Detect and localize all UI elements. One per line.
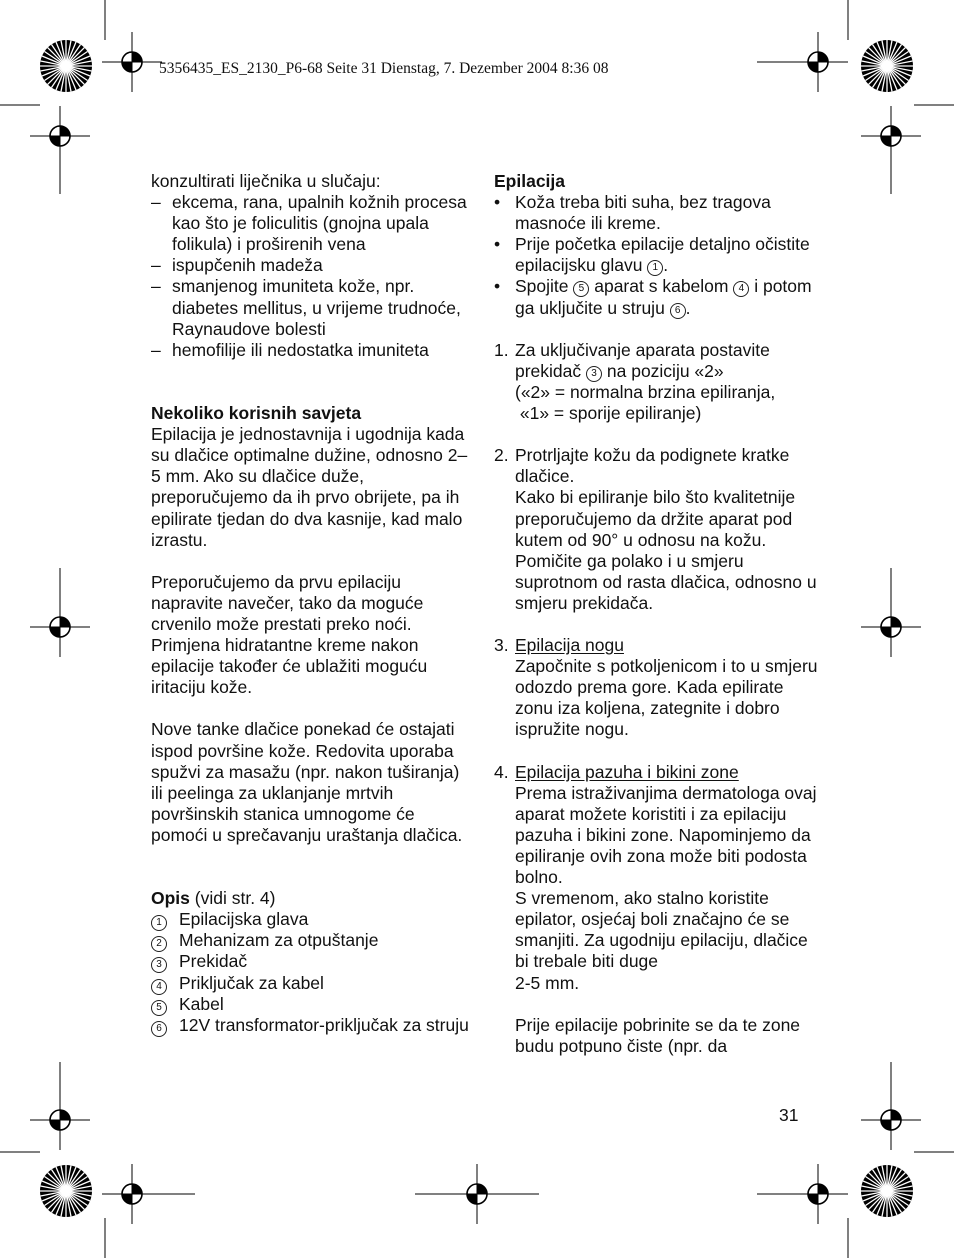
registration-mark-icon [861,106,921,166]
registration-mark-icon [447,1164,507,1224]
page-number: 31 [779,1105,799,1125]
bullet-item: • Prije početka epilacije detaljno očistite epilacijsku glavu 1 . [494,234,824,276]
condition-item: – smanjenog imuniteta kože, npr. diabetes mellitus, u vrijeme trudnoće, Raynaudove bolesti [151,276,471,339]
part-number-badge: 6 [151,1021,167,1037]
bullet-item: • Spojite 5 aparat s kabelom 4 i potom ga uključite u struju 6 . [494,276,824,318]
tips-paragraph: Nove tanke dlačice ponekad će ostajati ispod površine kože. Redovita uporaba spužvi za masažu (npr. nakon tuširanja) ili peelinga za uklanjanje mrtvih površinskih stanica umnogome će pomoći u sprečavanju uraštanja dlačica. [151,719,463,845]
part-number-badge: 2 [151,936,167,952]
part-number-badge: 6 [670,303,686,319]
part-item [151,1015,471,1036]
part-label: Mehanizam za otpuštanje [179,930,379,951]
step-item: 3. Epilacija nogu Započnite s potkoljenicom i to u smjeru odozdo prema gore. Kada epilirate zonu iza koljena, zategnite i dobro ispružite nogu. [494,635,824,740]
registration-mark-icon [861,597,921,657]
condition-item: – ekcema, rana, upalnih kožnih procesa kao što je foliculitis (gnojna upala folikula) i proširenih vena [151,192,471,255]
part-item [151,909,471,930]
step-number: 3. [494,635,509,656]
step-title: Epilacija nogu [515,635,624,656]
part-item [151,930,471,951]
part-label: Priključak za kabel [179,972,324,993]
registration-mark-icon [861,1090,921,1150]
condition-item: – ispupčenih madeža [151,255,471,276]
part-label: Kabel [179,993,224,1014]
part-number-badge: 1 [647,260,663,276]
part-number-badge: 3 [586,366,602,382]
step-number: 2. [494,445,509,466]
step-number: 1. [494,339,509,360]
registration-mark-icon [788,32,848,92]
part-number-badge: 1 [151,915,167,931]
registration-mark-icon [788,1164,848,1224]
registration-mark-icon [30,106,90,166]
intro-text: konzultirati liječnika u slučaju: [151,171,381,191]
star-target-icon [40,40,92,92]
registration-mark-icon [102,32,162,92]
part-item [151,951,471,972]
tips-paragraph: Preporučujemo da prvu epilaciju napravite navečer, tako da moguće crvenilo može prestati preko noći. Primjena hidratantne kreme nakon epilacije također će ublažiti moguću iritaciju kože. [151,571,428,698]
bullet-item: • Koža treba biti suha, bez tragova masnoće ili kreme. [494,192,824,234]
part-number-badge: 5 [151,1000,167,1016]
registration-mark-icon [102,1164,162,1224]
right-column [494,171,824,1057]
registration-mark-icon [30,597,90,657]
part-number-badge: 4 [733,281,749,297]
star-target-icon [861,1165,913,1217]
part-label: Prekidač [179,951,248,972]
step-item: 1. Za uključivanje aparata postavite prekidač 3 na poziciju «2» («2» = normalna brzina epiliranja, «1» = sporije epiliranje) [494,339,776,424]
step-title: Epilacija pazuha i bikini zone [515,761,739,782]
left-column [151,171,471,1036]
part-label: Epilacijska glava [179,909,309,930]
condition-item: – hemofilije ili nedostatka imuniteta [151,340,471,361]
part-number-badge: 3 [151,957,167,973]
epilation-heading: Epilacija [494,171,566,191]
description-reference: (vidi str. 4) [189,888,276,909]
tips-paragraph: Epilacija je jednostavnija i ugodnija kada su dlačice optimalne dužine, odnosno 2–5 mm. Ako su dlačice duže, preporučujemo da ih prvo obrijete, pa ih epilirate tjedan do dva kasnije, kad malo izrastu. [151,424,468,550]
part-item [151,973,471,994]
star-target-icon [861,40,913,92]
print-header: 5356435_ES_2130_P6-68 Seite 31 Dienstag, 7. Dezember 2004 8:36 08 [159,60,609,77]
part-number-badge: 5 [573,281,589,297]
description-heading [151,888,471,909]
description-title: Opis [151,888,190,909]
part-number-badge: 4 [151,979,167,995]
registration-mark-icon [30,1090,90,1150]
part-item [151,994,471,1015]
part-label: 12V transformator-priključak za struju [179,1014,469,1035]
step-item: 2. Protrljajte kožu da podignete kratke dlačice. Kako bi epiliranje bilo što kvalitetnije preporučujemo da držite aparat pod kutem od 90° u odnosu na kožu. Pomičite ga polako i u smjeru suprotnom od rasta dlačica, odnosno u smjeru prekidača. [494,445,817,613]
step-item: 4. Epilacija pazuha i bikini zone Prema istraživanjima dermatologa ovaj aparat možete koristiti i za epilaciju pazuha i bikini zone. Napominjemo da epiliranje ovih zona može biti podosta bolno. S vremenom, ako stalno koristite epilator, osjećaj boli značajno će se smanjiti. Za ugodniju epilaciju, dlačice bi trebale biti duge 2-5 mm. Prije epilacije pobrinite se da te zone budu potpuno čiste (npr. da [494,762,824,1057]
step-number: 4. [494,761,509,782]
star-target-icon [40,1165,92,1217]
tips-heading: Nekoliko korisnih savjeta [151,403,362,424]
